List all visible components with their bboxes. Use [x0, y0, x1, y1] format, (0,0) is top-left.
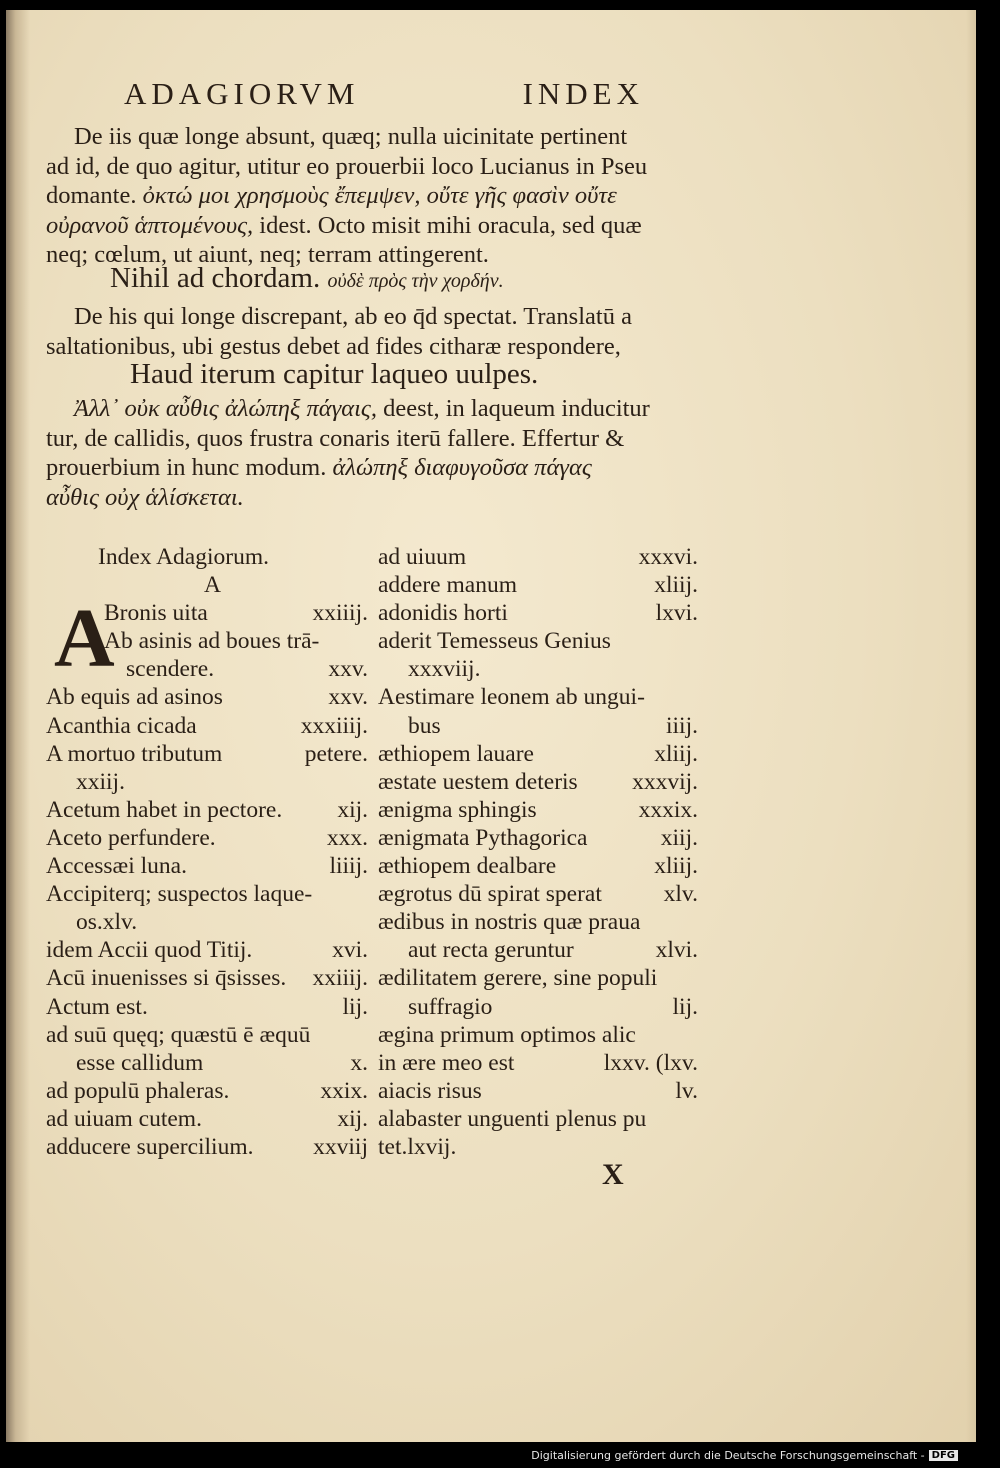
index-entry-number — [362, 880, 368, 908]
index-entry — [378, 740, 698, 768]
index-entry — [378, 543, 698, 571]
index-entry-number: lxxv. (lxv. — [603, 1049, 698, 1076]
index-entry — [46, 852, 368, 880]
index-entry-number: xxviij — [313, 1133, 368, 1160]
paragraph-3-text: prouerbium in hunc modum. — [46, 454, 327, 481]
index-entry-text: Accessæi luna. — [46, 853, 187, 880]
signature-mark: X — [602, 1158, 624, 1191]
paragraph-3-line — [46, 483, 701, 513]
running-head-left: ADAGIORVM — [124, 76, 360, 111]
index-entry-text: ædilitatem gerere, sine populi — [378, 965, 658, 992]
index-entry-text: xxxviij. — [408, 656, 481, 683]
paragraph-1-text: idest. Octo misit mihi oracula, sed quæ — [259, 211, 642, 239]
index-entry-text: æthiopem lauare — [378, 740, 534, 767]
index-entry — [104, 599, 368, 627]
paragraph-2-line: saltationibus, ubi gestus debet ad fides citharæ respondere, — [46, 332, 621, 360]
index-left-entries — [46, 683, 368, 1161]
index-entry — [46, 880, 368, 908]
greek-quote: ὀκτώ μοι χρησμοὺς ἔπεμψεν, οὔτε γῆς φασὶν οὔτε — [142, 182, 617, 209]
binding-gutter — [6, 10, 30, 1442]
index-entry-text: ægina primum optimos alic — [378, 1021, 636, 1048]
index-column-left — [46, 543, 368, 1161]
index-entry-text: æthiopem dealbare — [378, 853, 557, 880]
index-entry-number: xxxvi. — [638, 544, 698, 570]
index-entry-number — [692, 1105, 698, 1133]
paragraph-1 — [46, 122, 701, 270]
index-entry-number: xliij. — [654, 853, 698, 880]
adage-heading-greek: οὐδὲ πρὸς τὴν χορδήν. — [327, 270, 504, 292]
paragraph-1-text: domante. — [46, 182, 137, 209]
index-entry-number — [362, 908, 368, 936]
index-entry-text: aiacis risus — [378, 1077, 482, 1104]
index-entry — [46, 964, 368, 992]
index-entry — [46, 1021, 368, 1049]
index-entry-number: lij. — [672, 993, 698, 1020]
paragraph-1-line: neq; cœlum, ut aiunt, neq; terram attingerent. — [46, 241, 489, 268]
index-entry — [378, 768, 698, 796]
index-entry-text: Actum est. — [46, 993, 148, 1020]
paragraph-1-line: ad id, de quo agitur, utitur eo prouerbii loco Lucianus in Pseu — [46, 152, 648, 180]
index-entry-text: Aestimare leonem ab ungui- — [378, 684, 645, 711]
index-entry — [378, 655, 698, 683]
index-entry-number: xxv. — [328, 656, 368, 683]
index-entry-number: xxx. — [326, 824, 368, 851]
index-entry — [378, 824, 698, 852]
adage-heading-latin: Haud iterum capitur laqueo uulpes. — [130, 358, 539, 390]
index-entry — [378, 1105, 698, 1133]
index-entry-number: xxxix. — [638, 796, 698, 823]
paragraph-1-line — [46, 181, 701, 211]
index-entry — [46, 683, 368, 711]
index-entry — [378, 712, 698, 740]
index-letter-heading: A — [204, 572, 221, 599]
index-entry-number: xliij. — [654, 740, 698, 767]
index-entry-number: iiij. — [666, 712, 698, 739]
index-entry-number: xxxvij. — [632, 768, 698, 795]
index-entry — [378, 796, 698, 824]
index-entry-number: xxiiij. — [312, 600, 368, 627]
index-entry-number: xij. — [337, 1105, 368, 1132]
dropcap-lines — [104, 599, 368, 683]
index-entry — [378, 993, 698, 1021]
index-entry — [378, 1049, 698, 1077]
running-head-right: INDEX — [522, 76, 644, 111]
index-entry — [46, 936, 368, 964]
index-entry — [378, 852, 698, 880]
index-entry-number — [692, 655, 698, 683]
index-entry-number — [692, 1133, 698, 1161]
index-entry-text: ad uiuum — [378, 544, 467, 570]
index-entry-text: adonidis horti — [378, 600, 508, 627]
index-entry-text: suffragio — [408, 993, 493, 1020]
index-entry-number — [692, 908, 698, 936]
index-entry-text: esse callidum — [76, 1049, 204, 1076]
index-entry-number: xiij. — [660, 824, 698, 851]
index-entry-text: ægrotus dū spirat sperat — [378, 881, 602, 908]
index-entry-number: xxv. — [328, 684, 368, 711]
index-entry — [378, 571, 698, 599]
index-entry-text: A mortuo tributum — [46, 740, 223, 767]
index-entry-number: x. — [350, 1049, 368, 1076]
index-entry-text: bus — [408, 712, 441, 739]
index-title: Index Adagiorum. — [98, 544, 269, 570]
index-entry-number — [692, 627, 698, 655]
page-scan — [6, 10, 976, 1442]
index-entry-number — [692, 964, 698, 992]
index-entry-text: Acetum habet in pectore. — [46, 796, 283, 823]
index-entry — [46, 1049, 368, 1077]
paragraph-3-text: deest, in laqueum inducitur — [383, 395, 650, 422]
greek-quote: ἀλώπηξ διαφυγοῦσα πάγας — [332, 454, 592, 481]
index-entry — [104, 627, 368, 655]
index-entry-text: Ab equis ad asinos — [46, 684, 223, 711]
index-entry — [378, 964, 698, 992]
index-entry-text: alabaster unguenti plenus pu — [378, 1105, 647, 1132]
index-entry-text: æstate uestem deteris — [378, 768, 578, 795]
index-entry-number — [692, 1021, 698, 1049]
index-entry-number: xxiiij. — [312, 965, 368, 992]
index-entry-text: Aceto perfundere. — [46, 824, 216, 851]
index-column-right — [378, 543, 698, 1161]
index-entry — [378, 908, 698, 936]
index-entry-text: aut recta geruntur — [408, 937, 574, 964]
index-entry-number — [362, 768, 368, 796]
paragraph-3-line: tur, de callidis, quos frustra conaris iterū fallere. Effertur & — [46, 424, 625, 452]
index-entry-text: tet.lxvij. — [378, 1133, 457, 1160]
index-entry-text: ad populū phaleras. — [46, 1077, 230, 1104]
index-entry — [46, 993, 368, 1021]
paragraph-3-line — [46, 394, 701, 424]
index-entry-number: liiij. — [329, 853, 368, 880]
index-entry — [46, 1105, 368, 1133]
index-entry-text: Acanthia cicada — [46, 712, 197, 739]
index-entry-text: ædibus in nostris quæ praua — [378, 909, 641, 936]
adage-heading-2 — [130, 358, 538, 390]
index-entry-text: ænigma sphingis — [378, 796, 537, 823]
paragraph-2-line: De his qui longe discrepant, ab eo q̄d spectat. Translatū a — [74, 303, 632, 330]
index-entry-text: ad uiuam cutem. — [46, 1105, 202, 1132]
index-entry-number: xvi. — [332, 937, 368, 964]
index-entry — [378, 683, 698, 711]
index-entry-text: scendere. — [126, 656, 215, 683]
greek-quote: Ἀλλ᾽ οὐκ αὖθις ἀλώπηξ πάγαις, — [74, 395, 377, 422]
index-entry — [46, 712, 368, 740]
paragraph-1-line: De iis quæ longe absunt, quæq; nulla uicinitate pertinent — [74, 123, 628, 150]
footer-text: Digitalisierung gefördert durch die Deutsche Forschungsgemeinschaft - — [531, 1449, 925, 1462]
index-entry — [46, 908, 368, 936]
index-entry-text: addere manum — [378, 572, 517, 599]
index-entry — [46, 824, 368, 852]
index-entry-number: petere. — [304, 740, 368, 767]
index-entry-number: xij. — [337, 796, 368, 823]
paragraph-1-line — [46, 211, 701, 241]
index-entry — [378, 627, 698, 655]
index-entry-text: Bronis uita — [104, 600, 208, 627]
dfg-logo: DFG — [929, 1450, 958, 1461]
index-entry-text: in ære meo est — [378, 1049, 515, 1076]
index-entry-text: adducere supercilium. — [46, 1133, 254, 1160]
index-entry — [46, 768, 368, 796]
index-entry — [46, 1077, 368, 1105]
paragraph-2 — [46, 302, 701, 361]
index-entry-number: xxix. — [320, 1077, 368, 1104]
index-entry — [378, 1077, 698, 1105]
index-entry — [378, 880, 698, 908]
dropcap-letter: A — [54, 592, 115, 686]
index-entry-text: Accipiterq; suspectos laque- — [46, 881, 313, 908]
index-entry-number: xlvi. — [655, 937, 698, 964]
index-entry — [378, 1133, 698, 1161]
index-entry — [378, 936, 698, 964]
index-entry-text: os.xlv. — [76, 909, 138, 936]
footer-credit — [531, 1449, 958, 1462]
index-entry — [378, 1021, 698, 1049]
index-entry-text: Acū inuenisses si q̄sisses. — [46, 965, 287, 992]
index-entry-text: ænigmata Pythagorica — [378, 824, 588, 851]
index-entry — [46, 1133, 368, 1161]
paragraph-3 — [46, 394, 701, 512]
index-entry-number: lv. — [675, 1077, 698, 1104]
index-entry-text: xxiij. — [76, 768, 125, 795]
index-entry-number: lxvi. — [655, 600, 698, 627]
greek-quote: αὖθις οὐχ ἁλίσκεται. — [46, 483, 244, 511]
index-entry-number: xxxiiij. — [300, 712, 368, 739]
adage-heading-1 — [110, 262, 504, 297]
index-entry-number: xlv. — [663, 881, 698, 908]
index-entry — [378, 599, 698, 627]
index-entry — [46, 796, 368, 824]
index-entry-number — [692, 683, 698, 711]
page-edge — [966, 10, 976, 1442]
index-entry-number: xliij. — [654, 572, 698, 599]
index-entry-text: ad suū quęq; quæstū ē æquū — [46, 1021, 311, 1048]
dropcap-block — [46, 592, 368, 686]
index-entry — [46, 740, 368, 768]
index-entry-number — [362, 627, 368, 655]
index-entry-text: Ab asinis ad boues trā- — [104, 628, 320, 655]
index-entry-text: idem Accii quod Titij. — [46, 937, 253, 964]
paragraph-3-line — [46, 453, 701, 483]
adage-heading-latin: Nihil ad chordam. — [110, 262, 321, 294]
index-entry-number: lij. — [342, 993, 368, 1020]
index-entry — [104, 655, 368, 683]
running-head — [124, 76, 644, 112]
index-entry-number — [362, 1021, 368, 1049]
greek-quote: οὐρανοῦ ἁπτομένους, — [46, 211, 254, 239]
index-entry-text: aderit Temesseus Genius — [378, 628, 611, 655]
